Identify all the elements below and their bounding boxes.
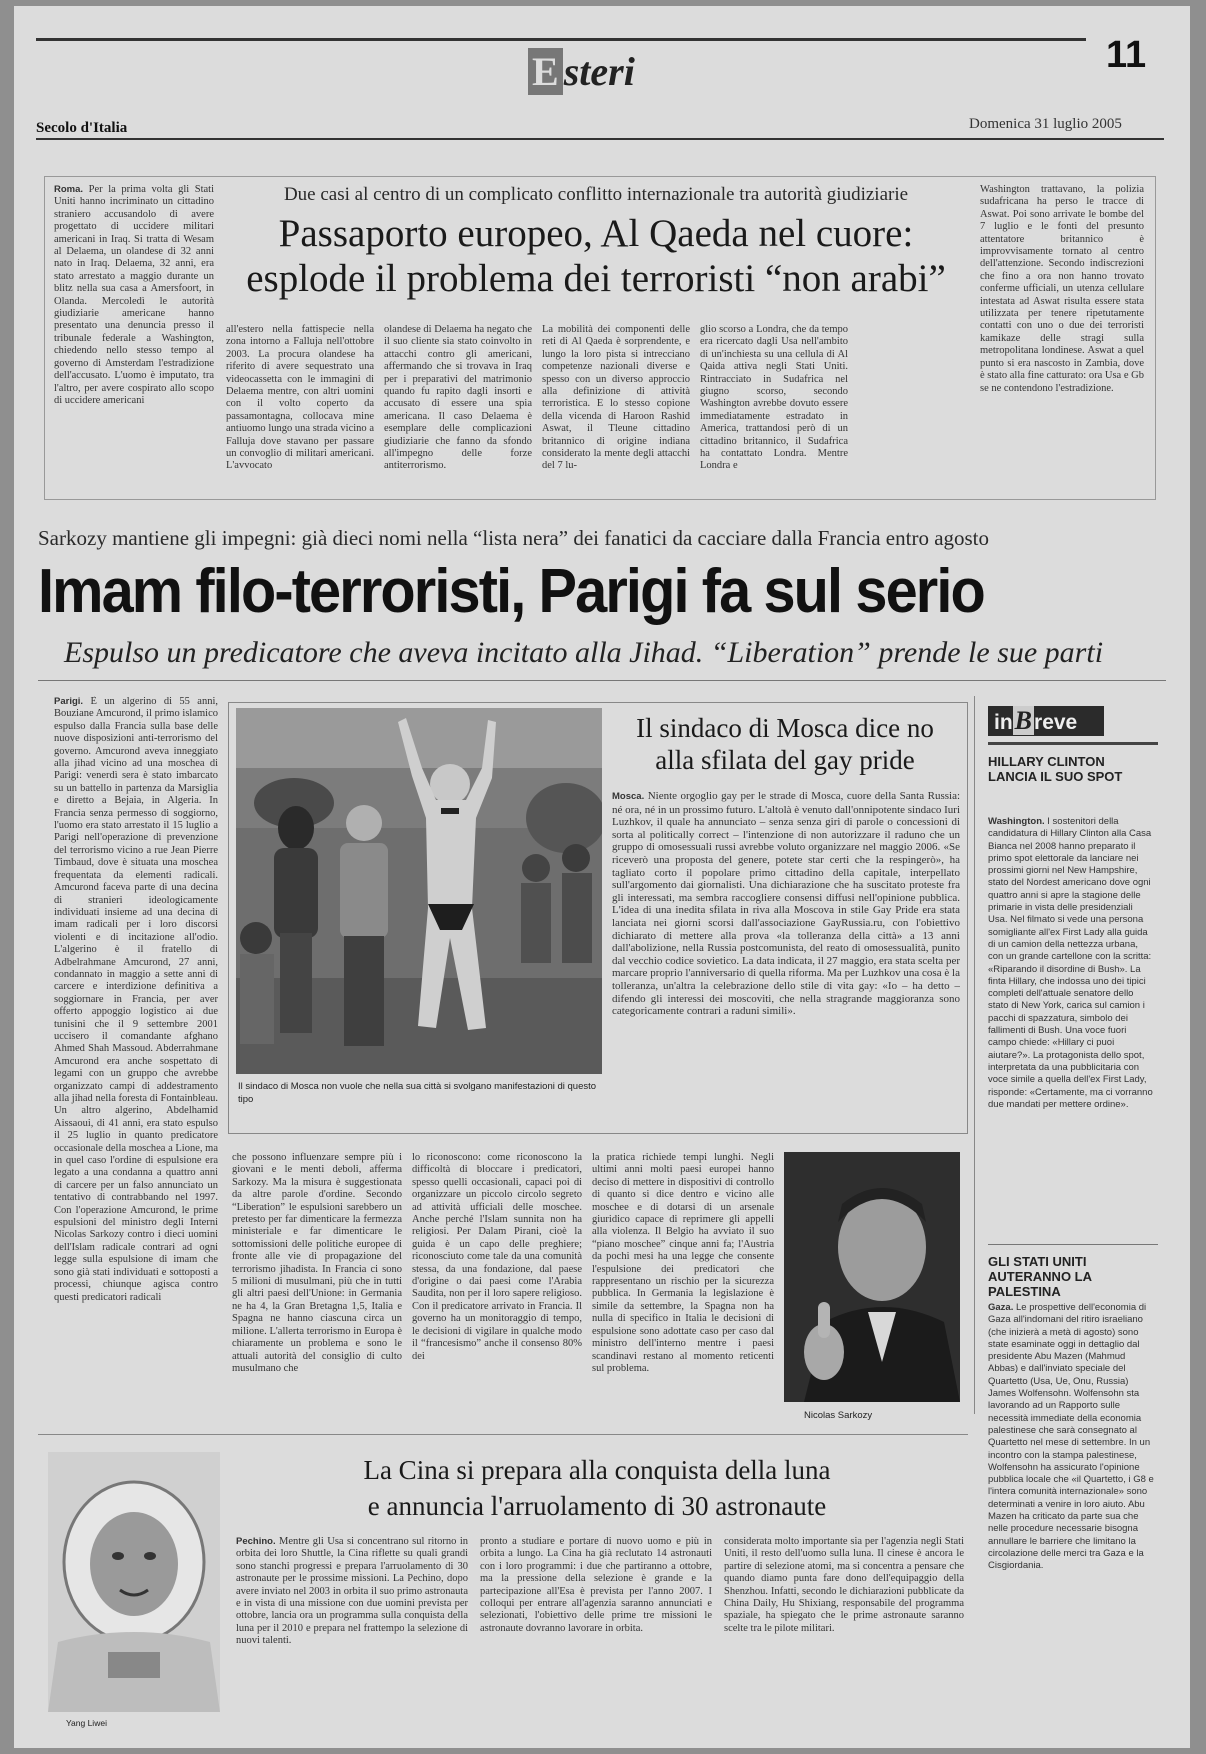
masthead: Secolo d'Italia (36, 120, 128, 136)
breve-1-title: HILLARY CLINTON LANCIA IL SUO SPOT (988, 754, 1123, 784)
issue-date: Domenica 31 luglio 2005 (969, 116, 1122, 132)
breve-2-dateline: Gaza. (988, 1302, 1014, 1313)
astronaut-photo (48, 1452, 220, 1712)
main-article-subhead: Espulso un predicatore che aveva incitato alla Jihad. “Liberation” prende le sue parti (64, 636, 1104, 669)
top-article-headline-1: Passaporto europeo, Al Qaeda nel cuore: (278, 212, 914, 255)
sarkozy-photo (784, 1152, 960, 1402)
breve-2-body (988, 1302, 1154, 1738)
breve-1-dateline: Washington. (988, 816, 1045, 827)
sarkozy-photo-caption: Nicolas Sarkozy (804, 1410, 873, 1421)
section-title (528, 48, 635, 95)
mosca-body (612, 790, 960, 1126)
main-article-headline: Imam filo-terroristi, Parigi fa sul serio (38, 557, 984, 626)
gay-pride-photo-image (236, 708, 602, 1074)
in-breve-b: B (1014, 706, 1033, 735)
in-breve-rule (988, 742, 1158, 745)
china-col-1-text: Mentre gli Usa si concentrano sul ritorno in orbita dei loro Shuttle, la Cina riflette su quali grandi sono stanchi progressi e prepara l'arruolamento di 30 astronaute per le prossime missioni. La Pechino, dopo avere inviato nel 2003 in orbita il suo primo astronauta e in vista di una missione con due uomini prevista per ottobre, lancia ora un programma sulla conquista della luna per il 2010 e prepara nel frattempo la selezione di nuovi talenti. (236, 1536, 468, 1647)
sarkozy-photo-image (784, 1152, 960, 1402)
top-article-dateline: Roma. (54, 184, 84, 195)
top-article-col-1-text: Per la prima volta gli Stati Uniti hanno incriminato un cittadino straniero accusandolo di avere progettato di uccidere militari americani in Iraq. Si tratta di Wesam al Delaema, un olandese di 32 anni nato in Iraq. Delaema, 32 anni, era stato arrestato a maggio durante un blitz nella sua casa a Amersfoort, in Olanda. Mercoledì le autorità giudiziarie americane hanno presentato una denuncia presso il tribunale federale a Washington, chiedendo nello stesso tempo al governo di Amsterdam l'estradizione dell'accusato. L'uomo è imputato, tra l'altro, per avere cospirato allo scopo di uccidere americani (54, 184, 214, 406)
section-initial: E (528, 48, 563, 95)
china-headline-1: La Cina si prepara alla conquista della luna (363, 1455, 831, 1485)
mosca-body-text: Niente orgoglio gay per le strade di Mosca, cuore della Santa Russia: né ora, né in un prossimo futuro. L'altolà è venuto dall'onnipotente sindaco Iuri Luzhkov, il quale ha annunciato – senza senza giri di parole o concessioni di sorta al politically correct – l'intenzione di non autorizzare il raduno che un gruppo di omosessuali russi avrebbe voluto organizzare nel maggio 2006. «Se riceverò una proposta del genere, potete star certi che la respingerò», ha tagliato corto il popolare primo cittadino della capitale, interpellato sull'argomento dai giornalisti. Una dichiarazione che ha suscitato proteste fra gli interessati, ma sembra raccogliere consensi diffusi nell'opinione pubblica. L'idea di una inedita sfilata in riva alla Moscova in stile Gay Pride era stata lanciata nei giorni scorsi dall'associazione GayRussia.ru, con l'obiettivo dichiarato di mettere alla prova «la tolleranza della città» a 13 anni dall'abolizione, nella Russia postcomunista, del reato di omosessualità, punito dal vecchio codice sovietico. La data indicata, il 27 maggio, era stata scelta per marcare proprio l'anniversario di quella riforma. Ma per Luzhkov una cosa è la tolleranza, un'altra la celebrazione dello stile di vita gay: «Io – ha detto – difendo gli interessi dei moscoviti, che nella stragrande maggioranza sono categoricamente contrari a raduni simili». (612, 790, 960, 1018)
top-article-col-3: olandese di Delaema ha negato che il suo cliente sia stato coinvolto in attacchi contro gli americani, affermando che si trovava in Iraq per i preparativi del matrimonio quando fu rapito dagli insorti e accusato di essere una spia americana. Il caso Delaema è esemplare delle complicazioni giudiziarie che fanno da sfondo all'impegno delle forze antiterrorismo. (384, 324, 532, 472)
china-col-1 (236, 1536, 468, 1736)
mosca-headline-2: alla sfilata del gay pride (655, 745, 915, 775)
breve-1-body-text: I sostenitori della candidatura di Hillary Clinton alla Casa Bianca nel 2008 hanno preparato il primo spot elettorale da lanciare nei prossimi giorni nel New Hampshire, stato del Nordest americano dove ogni quattro anni si apre la stagione delle primarie in vista delle presidenziali Usa. Nel filmato si vede una persona somigliante all'ex First Lady alla guida di un camion della nettezza urbana, con un grande cartellone con la scritta: «Riparando il disordine di Bush». La finta Hillary, che indossa uno dei tipici completi dell'attuale senatore dello stato di New York, carica sul camion i pacchi di spazzatura, simbolo dei fallimenti di Bush. Una voce fuori campo chiede: «Hillary ci puoi aiutare?». La protagonista dello spot, interpretata da una pubblicitaria con voce simile a quella dell'ex First Lady, risponde: «Certamente, ma ci vorranno due mandati per mettere ordine». (988, 816, 1153, 1110)
astronaut-photo-image (48, 1452, 220, 1712)
main-article-col-4: la pratica richiede tempi lunghi. Negli ultimi anni molti paesi europei hanno deciso di mettere in dispositivi di controllo di quanto si dice dentro e vicino alle moschee e di dotarsi di un arsenale giuridico capace di reprimere gli appelli alla violenza. Il Belgio ha avviato il suo “piano moschee” cinque anni fa; l'Austria da pochi mesi ha una legge che consente l'espulsione dei predicatori che rappresentano un rischio per la sicurezza pubblica. In Germania la legislazione è simile da settembre, la Spagna non ha nulla di specifico in Italia le decisioni di espulsione sono adottate caso per caso dal ministro dell'interno mentre i paesi scandinavi restano al momento reticenti sul problema. (592, 1152, 774, 1374)
main-article-col-1-text: È un algerino di 55 anni, Bouziane Amcurond, il primo islamico espulso dalla Francia sulla base delle nuove disposizioni anti-terrorismo del governo. Amcurond aveva inneggiato alla jihad vicino ad una moschea di Parigi: venerdì sera è stato imbarcato su un battello in partenza da Marsiglia e diretto a Bejaia, in Algeria. In Francia senza permesso di soggiorno, l'uomo era stato arrestato il 15 luglio a Parigi nell'operazione di prevenzione del terrorismo vicino a rue Jean Pierre Timbaud, dove è situata una moschea frequentata da elementi radicali. Amcurond faceva parte di una decina di stranieri ideologicamente individuati insieme ad una decina di imam radicali per i loro discorsi violenti e di incitazione all'odio. L'algerino è il fratello di Adbelrahmane Amcurond, 27 anni, condannato in maggio a sette anni di carcere e interdizione definitiva a soggiornare in Francia, per aver offerto appoggio logistico ai due tunisini che il 9 settembre 2001 uccisero il comandante afghano Ahmed Shah Massoud. Abderrahmane Amcurond era anche sospettato di legami con un gruppo che avrebbe organizzato campi di addestramento alla jihad nella foresta di Fontainbleau. Un altro algerino, Abdelhamid Aissaoui, di 41 anni, era stato espulso il 25 luglio in quanto predicatore occasionale della moschea a Lione, ma in quel caso l'ordine di espulsione era legato a una condanna a quattro anni di carcere per un falso annunciato un tentativo di contrabbando nel 1997. Con l'operazione Amcurond, le prime espulsioni del ministro degli Interni Nicolas Sarkozy contro i dieci uomini dell'Islam radicale contrari ad ogni legge sulla espulsione di imam che sono già stati individuati e sottoposti a processi, chiunque agisca contro questi predicatori radicali (54, 696, 218, 1303)
china-col-2: pronto a studiare e portare di nuovo uomo e più in orbita a lungo. La Cina ha già reclutato 14 astronauti con i loro programmi: i due che partiranno a ottobre, ma la pressione della selezione è grande e la partecipazione all'Esa è prevista per l'anno 2007. I colloqui per entrare all'agenzia saranno annunciati e selezionati, l'obiettivo delle prime tre missioni le astronaute dovranno lavorare in orbita. (480, 1536, 712, 1634)
astronaut-photo-caption: Yang Liwei (66, 1718, 107, 1728)
main-article-rule (38, 680, 1166, 681)
top-article-kicker: Due casi al centro di un complicato conflitto internazionale tra autorità giudiziarie (283, 184, 909, 205)
breve-2-body-text: Le prospettive dell'economia di Gaza all'indomani del ritiro israeliano (che inizierà a metà di agosto) sono state esaminate oggi in dettaglio dal presidente Abu Mazen (Mahmud Abbas) e dall'inviato speciale del Quartetto (Usa, Ue, Onu, Russia) James Wolfensohn. Wolfensohn sta lavorando ad un Rapporto sulle necessità immediate della economia palestinese che sarà consegnato al Quartetto nel mese di settembre. In un incontro con la stampa palestinese, Wolfensohn ha assicurato l'opinione pubblica locale che «il Quartetto, i G8 e l'intera comunità internazionale» sono determinati a venire in loro aiuto. Abu Mazen ha criticato da parte sua che nelle procedure necessarie bisogna annullare le barriere che limitano la circolazione delle merci tra Gaza e la Cisgiordania. (988, 1302, 1154, 1572)
top-article-col-4: La mobilità dei componenti delle reti di Al Qaeda è sorprendente, e lungo la loro pista si intrecciano competenze nazionali diverse e spesso con un diverso approccio alla definizione di attività terroristica. E lo stesso copione della vicenda di Haroon Rashid Aswat, il Tleune cittadino britannico di origine indiana considerato la mente degli attacchi del 7 lu- (542, 324, 690, 472)
newspaper-page (14, 6, 1190, 1748)
top-article-col-1 (54, 184, 214, 490)
main-article-col-2: che possono influenzare sempre più i giovani e le menti deboli, afferma Sarkozy. Ma la misura è suggestionata da altre parole d'ordine. Secondo “Liberation” le espulsioni sarebbero un pretesto per far dimenticare la fermezza ministeriale e far dimenticare le sottomissioni delle politiche europee di fronte alle vie di propagazione del terrorismo jihadista. In Francia ci sono 5 milioni di musulmani, più che in tutti gli altri paesi dell'Unione: in Germania ne ha 4, la Gran Bretagna 1,5, Italia e Spagna ne hanno ciascuna circa un milione. L'allerta terrorismo in Europa è chiaramente un problema e sono le attuali autorità del consiglio di culto musulmano che (232, 1152, 402, 1374)
top-article-col-2: all'estero nella fattispecie nella zona intorno a Falluja nell'ottobre 2003. La procura olandese ha riferito di avere sequestrato una videocassetta con le immagini di Delaema mentre, con altri uomini con il volto coperto da passamontagna, collocava mine antiuomo lungo una strada vicino a Falluja dove stavano per passare un convoglio di militari americani. L'avvocato (226, 324, 374, 472)
page-number: 11 (1106, 34, 1147, 76)
china-dateline: Pechino. (236, 1536, 276, 1547)
main-article-dateline: Parigi. (54, 696, 84, 707)
main-article-col-1 (54, 696, 218, 1418)
gay-pride-photo-caption: Il sindaco di Mosca non vuole che nella sua città si svolgano manifestazioni di questo tipo (238, 1081, 597, 1105)
mosca-dateline: Mosca. (612, 791, 645, 802)
mosca-headline-1: Il sindaco di Mosca dice no (636, 713, 934, 743)
top-article-col-6: Washington trattavano, la polizia sudafricana ha perso le tracce di Aswat. Poi sono arrivate le bombe del 7 luglio e le fonti del presunto attentatore britannico è improvvisamente tornato al centro dell'attenzione. Secondo indiscrezioni che fino a ora non hanno trovato conferme ufficiali, un utenza cellulare intestata ad Aswat risulta essere stata utilizzata per tenere ripetutamente contatti con uno o due dei terroristi kamikaze delle stragi sulla metropolitana londinese. Aswat a quel punto si era nascosto in Zambia, dove è stato alla fine catturato: ora Usa e Gb se ne contendono l'estradizione. (980, 184, 1144, 394)
top-article-headline-2: esplode il problema dei terroristi “non arabi” (246, 257, 946, 300)
china-headline-2: e annuncia l'arruolamento di 30 astronaute (367, 1491, 827, 1521)
in-breve-rest: reve (1034, 711, 1078, 734)
main-article-col-3: lo riconoscono: come riconoscono la difficoltà di bloccare i predicatori, spesso quelli occasionali, capaci poi di organizzare un piccolo circolo segreto ad attività ufficiali delle moschee. Anche perché l'Islam sunnita non ha religiosi. Per Dalam Pirani, cioè la guida è un capo delle preghiere; riconosciuto come tale da una comunità stessa, da una fondazione, dal paese d'origine o dai paesi come l'Arabia Saudita, non per il loro sapere religioso. Con il predicatore arrivato in Francia. Il governo ha un monitoraggio di tempo, le decisioni di vigilare in qualche modo il “francesismo” anche il consenso 80% dei (412, 1152, 582, 1362)
header-top-rule (36, 38, 1086, 41)
china-article-rule (38, 1434, 968, 1435)
breve-separator (988, 1244, 1158, 1245)
main-article-kicker: Sarkozy mantiene gli impegni: già dieci nomi nella “lista nera” dei fanatici da cacciare dalla Francia entro agosto (38, 526, 990, 550)
china-col-3: considerata molto importante sia per l'agenzia negli Stati Uniti, il resto dell'uomo sulla luna. Il cinese è ancora le partire di selezione atomi, ma si concentra a pensare che quando diamo punta fare dono dell'equipaggio della Shenzhou. Infatti, secondo le dichiarazioni pubblicate da China Daily, Hu Shixiang, responsabile del programma spaziale, ha spiegato che le prime astronaute saranno scelte tra le pilote militari. (724, 1536, 964, 1634)
breve-1-body (988, 816, 1154, 1236)
breve-divider (974, 696, 975, 1414)
header-bottom-rule (36, 138, 1164, 140)
top-article-col-5: glio scorso a Londra, che da tempo era ricercato dagli Usa nell'ambito di un'inchiesta su una cellula di Al Qaida attiva negli Stati Uniti. Rintracciato in Sudafrica nel giugno scorso, secondo Washington avrebbe dovuto essere immediatamente estradato in America, trattandosi però di un cittadino britannico, il Sudafrica ha contattato Londra. Mentre Londra e (700, 324, 848, 472)
in-breve-label (988, 706, 1104, 736)
breve-2-title: GLI STATI UNITI AUTERANNO LA PALESTINA (988, 1254, 1092, 1299)
in-breve-in: in (994, 711, 1013, 734)
gay-pride-photo (236, 708, 602, 1074)
section-rest: steri (563, 49, 635, 94)
